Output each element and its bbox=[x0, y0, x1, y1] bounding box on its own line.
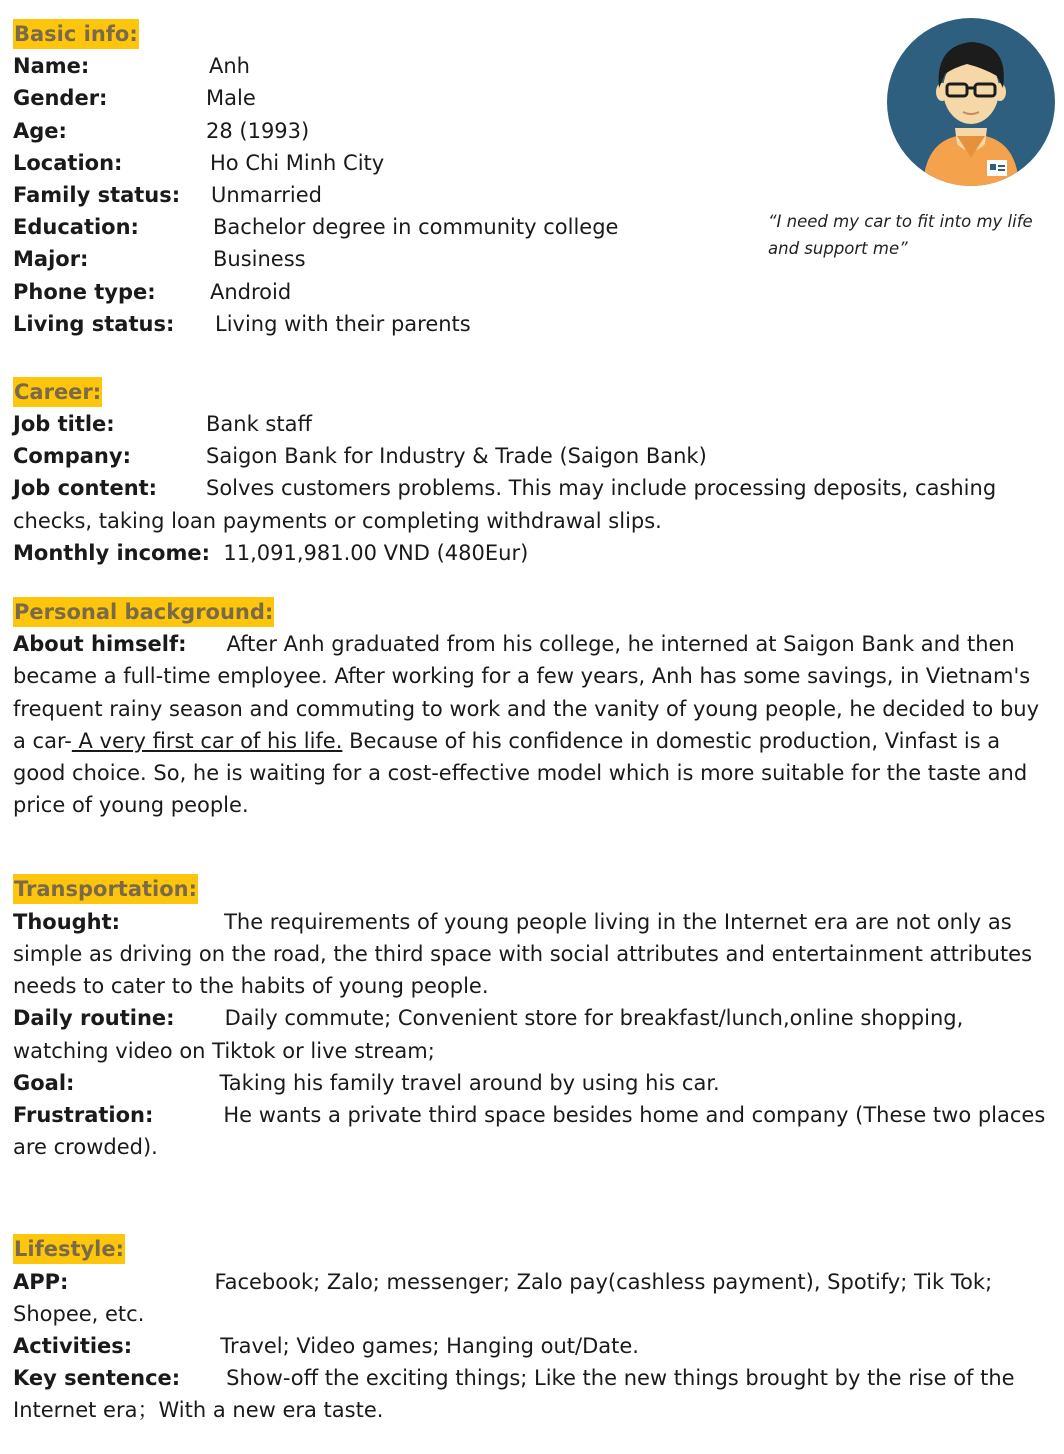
frustration-paragraph bbox=[13, 1099, 1057, 1163]
goal-label: Goal: bbox=[13, 1070, 75, 1095]
job-title-value: Bank staff bbox=[206, 412, 312, 437]
app-label: APP: bbox=[13, 1269, 69, 1294]
transportation-heading: Transportation: bbox=[13, 874, 198, 904]
monthly-income-value: 11,091,981.00 VND (480Eur) bbox=[223, 540, 529, 565]
company-label: Company: bbox=[13, 444, 131, 469]
key-sentence-paragraph bbox=[13, 1362, 1057, 1426]
age-label: Age: bbox=[13, 118, 67, 143]
living-status-label: Living status: bbox=[13, 311, 175, 336]
job-content-row bbox=[13, 472, 1057, 504]
location-row bbox=[13, 147, 1057, 179]
thought-value: The requirements of young people living in the Internet era are not only as simple as driving on the road, the third space with social attributes and entertainment attributes needs to cater to the habits of young people. bbox=[13, 909, 1033, 999]
living-status-value: Living with their parents bbox=[215, 311, 471, 336]
job-title-label: Job title: bbox=[13, 412, 115, 437]
key-sentence-label: Key sentence: bbox=[13, 1366, 181, 1391]
about-text-underlined: A very first car of his life. bbox=[71, 728, 343, 753]
about-himself-paragraph bbox=[13, 628, 1057, 821]
education-value: Bachelor degree in community college bbox=[213, 215, 619, 240]
about-himself-label: About himself: bbox=[13, 632, 187, 657]
location-label: Location: bbox=[13, 150, 123, 175]
lifestyle-heading: Lifestyle: bbox=[13, 1234, 125, 1264]
personal-background-heading: Personal background: bbox=[13, 597, 274, 627]
company-row bbox=[13, 440, 1057, 472]
major-value: Business bbox=[213, 247, 306, 272]
app-paragraph bbox=[13, 1266, 1057, 1330]
family-status-row bbox=[13, 179, 1057, 211]
thought-paragraph bbox=[13, 906, 1057, 1003]
monthly-income-row bbox=[13, 537, 1057, 569]
daily-routine-value: Daily commute; Convenient store for breakfast/lunch,online shopping, watching video on Tiktok or live stream; bbox=[13, 1006, 964, 1063]
daily-routine-label: Daily routine: bbox=[13, 1006, 175, 1031]
phone-type-label: Phone type: bbox=[13, 279, 156, 304]
about-text-part1: After Anh graduated from his college, he interned at Saigon Bank and then became a full-time employee. After working for a few years, Anh has some savings, in Vietnam's frequent rainy season and commuting to work and the vanity of young people, he decided to buy a car- bbox=[13, 632, 1040, 753]
persona-document bbox=[13, 18, 1057, 1427]
phone-type-value: Android bbox=[210, 279, 292, 304]
gender-value: Male bbox=[206, 86, 256, 111]
job-content-value: Solves customers problems. This may include processing deposits, cashing bbox=[206, 476, 997, 501]
name-row bbox=[13, 50, 1057, 82]
monthly-income-label: Monthly income: bbox=[13, 540, 211, 565]
personal-background-section bbox=[13, 596, 1057, 821]
frustration-value: He wants a private third space besides home and company (These two places are crowded). bbox=[13, 1102, 1046, 1160]
name-value: Anh bbox=[209, 54, 250, 79]
age-value: 28 (1993) bbox=[206, 118, 310, 143]
transportation-section bbox=[13, 873, 1057, 1163]
education-label: Education: bbox=[13, 215, 139, 240]
job-content-label: Job content: bbox=[13, 476, 158, 501]
family-status-label: Family status: bbox=[13, 182, 181, 207]
name-label: Name: bbox=[13, 54, 90, 79]
major-row bbox=[13, 243, 1057, 275]
gender-row bbox=[13, 82, 1057, 114]
phone-type-row bbox=[13, 276, 1057, 308]
activities-paragraph bbox=[13, 1330, 1057, 1362]
thought-label: Thought: bbox=[13, 909, 121, 934]
basic-info-section bbox=[13, 18, 1057, 340]
daily-routine-paragraph bbox=[13, 1002, 1057, 1066]
location-value: Ho Chi Minh City bbox=[210, 150, 385, 175]
activities-label: Activities: bbox=[13, 1333, 133, 1358]
gender-label: Gender: bbox=[13, 86, 108, 111]
key-sentence-value: Show-off the exciting things; Like the new things brought by the rise of the Internet era；With a new era taste. bbox=[13, 1366, 1015, 1423]
about-text-part2: Because of his confidence in domestic production, Vinfast is a good choice. So, he is waiting for a cost-effective model which is more suitable for the taste and price of young people. bbox=[13, 728, 1028, 818]
career-section bbox=[13, 376, 1057, 569]
basic-info-heading: Basic info: bbox=[13, 19, 139, 49]
age-row bbox=[13, 115, 1057, 147]
career-heading: Career: bbox=[13, 377, 102, 407]
company-value: Saigon Bank for Industry & Trade (Saigon Bank) bbox=[206, 444, 707, 469]
job-content-continuation: checks, taking loan payments or completing withdrawal slips. bbox=[13, 508, 662, 533]
education-row bbox=[13, 211, 1057, 243]
persona-quote: “I need my car to fit into my life and support me” bbox=[768, 212, 1033, 258]
app-value: Facebook; Zalo; messenger; Zalo pay(cashless payment), Spotify; Tik Tok; Shopee, etc. bbox=[13, 1269, 993, 1326]
activities-value: Travel; Video games; Hanging out/Date. bbox=[220, 1333, 639, 1358]
goal-paragraph bbox=[13, 1067, 1057, 1099]
living-status-row bbox=[13, 308, 1057, 340]
lifestyle-section bbox=[13, 1233, 1057, 1426]
job-title-row bbox=[13, 408, 1057, 440]
frustration-label: Frustration: bbox=[13, 1102, 154, 1127]
family-status-value: Unmarried bbox=[211, 182, 322, 207]
goal-value: Taking his family travel around by using his car. bbox=[219, 1070, 720, 1095]
major-label: Major: bbox=[13, 247, 89, 272]
